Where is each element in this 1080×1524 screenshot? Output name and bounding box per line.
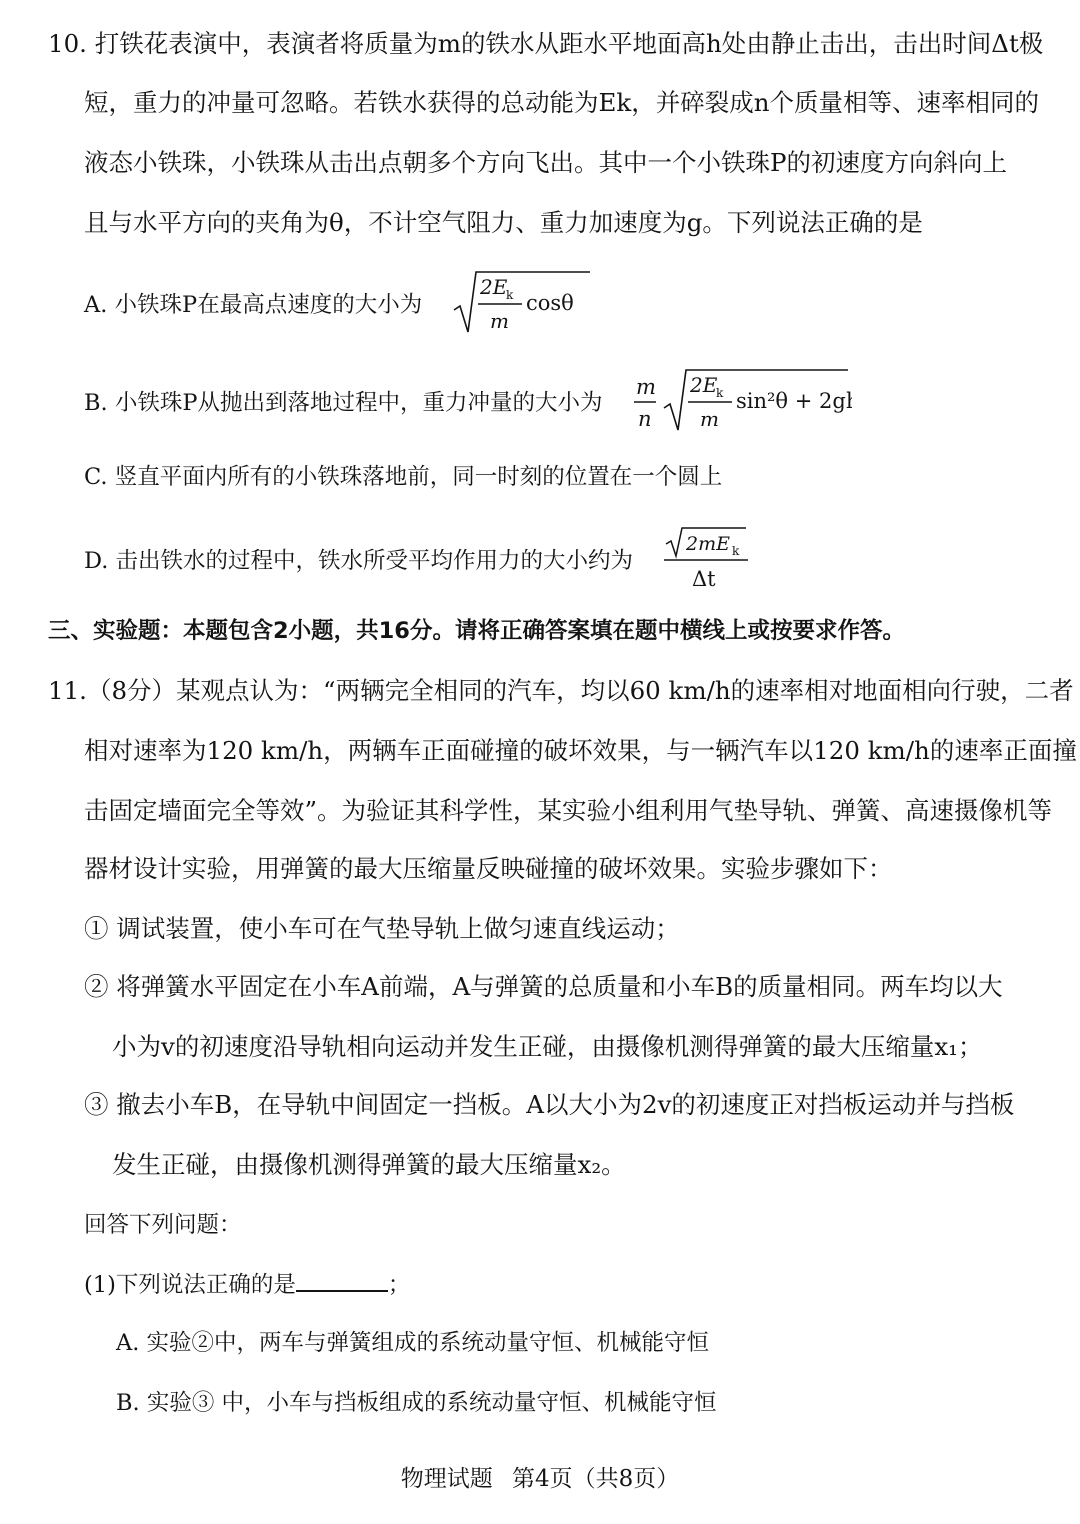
q10-option-d-formula	[660, 522, 760, 598]
a-den: m	[490, 309, 509, 333]
section-3-heading: 三、实验题：本题包含2小题，共16分。请将正确答案填在题中横线上或按要求作答。	[48, 618, 905, 644]
q10-line-4: 且与水平方向的夹角为θ，不计空气阻力、重力加速度为g。下列说法正确的是	[84, 208, 923, 237]
footer-subject: 物理试题	[400, 1466, 493, 1492]
a-tail: cosθ	[526, 291, 574, 315]
q11-step-3-cont: 发生正碰，由摄像机测得弹簧的最大压缩量x₂。	[112, 1150, 626, 1179]
b-outer-den: n	[638, 407, 652, 431]
q10-option-d: D. 击出铁水的过程中，铁水所受平均作用力的大小约为	[84, 548, 634, 574]
answer-blank[interactable]	[296, 1268, 388, 1292]
q11-sub1	[84, 1268, 410, 1302]
q10-option-b-formula	[630, 364, 852, 440]
b-tail: sin²θ + 2gh	[736, 389, 852, 413]
q11-line-1: 11.（8分）某观点认为：“两辆完全相同的汽车，均以60 km/h的速率相对地面相向行驶，二者	[48, 676, 1074, 705]
page-footer	[0, 1462, 1080, 1496]
q10-line-3: 液态小铁珠，小铁珠从击出点朝多个方向飞出。其中一个小铁珠P的初速度方向斜向上	[84, 148, 1007, 177]
q11-step-1: ① 调试装置，使小车可在气垫导轨上做匀速直线运动；	[84, 914, 680, 943]
b-num: 2E	[690, 373, 718, 397]
q11-step-2: ② 将弹簧水平固定在小车A前端，A与弹簧的总质量和小车B的质量相同。两车均以大	[84, 972, 1003, 1001]
a-num-sub: k	[506, 288, 514, 302]
q11-sub1-end: ；	[387, 1272, 411, 1298]
b-num-sub: k	[716, 386, 724, 400]
q10-option-c: C. 竖直平面内所有的小铁珠落地前，同一时刻的位置在一个圆上	[84, 464, 723, 490]
q11-answer-intro: 回答下列问题：	[84, 1212, 242, 1238]
q10-option-a: A. 小铁珠P在最高点速度的大小为	[84, 292, 423, 318]
q11-step-3: ③ 撤去小车B，在导轨中间固定一挡板。A以大小为2v的初速度正对挡板运动并与挡板	[84, 1090, 1015, 1119]
d-num-sub: k	[732, 544, 740, 558]
footer-page-number: 第4页（共8页）	[512, 1466, 680, 1492]
q11-line-2: 相对速率为120 km/h，两辆车正面碰撞的破坏效果，与一辆汽车以120 km/h的速率正面撞	[84, 736, 1077, 765]
q11-sub1-text: (1)下列说法正确的是	[84, 1272, 296, 1298]
q10-option-a-formula	[452, 266, 592, 342]
q11-sub1-option-a: A. 实验②中，两车与弹簧组成的系统动量守恒、机械能守恒	[116, 1330, 710, 1356]
q11-line-4: 器材设计实验，用弹簧的最大压缩量反映碰撞的破坏效果。实验步骤如下：	[84, 854, 893, 883]
q11-sub1-option-b: B. 实验③ 中，小车与挡板组成的系统动量守恒、机械能守恒	[116, 1390, 717, 1416]
b-den: m	[700, 407, 719, 431]
q10-line-2: 短，重力的冲量可忽略。若铁水获得的总动能为Ek，并碎裂成n个质量相等、速率相同的	[84, 88, 1040, 117]
q10-option-b: B. 小铁珠P从抛出到落地过程中，重力冲量的大小为	[84, 390, 603, 416]
q11-step-2-cont: 小为v的初速度沿导轨相向运动并发生正碰，由摄像机测得弹簧的最大压缩量x₁；	[112, 1032, 983, 1061]
q11-line-3: 击固定墙面完全等效”。为验证其科学性，某实验小组利用气垫导轨、弹簧、高速摄像机等	[84, 796, 1053, 825]
q10-line-1: 10. 打铁花表演中，表演者将质量为m的铁水从距水平地面高h处由静止击出，击出时间Δt极	[48, 29, 1044, 58]
b-outer-num: m	[636, 375, 656, 399]
a-num: 2E	[480, 275, 508, 299]
d-num: 2mE	[686, 533, 730, 555]
d-den: Δt	[692, 567, 716, 591]
